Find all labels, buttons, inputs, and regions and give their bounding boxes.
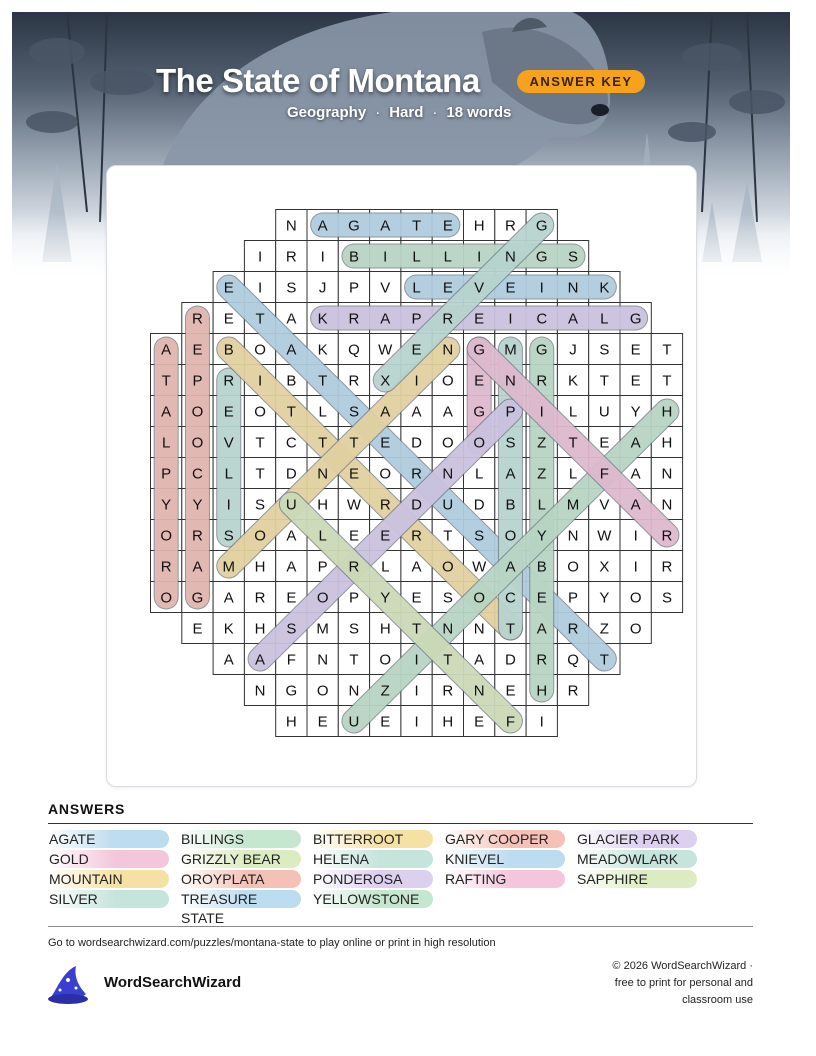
grid-letter: R (567, 682, 579, 700)
grid-letter: D (505, 651, 516, 669)
grid-letter: N (505, 372, 516, 390)
grid-letter: A (568, 310, 579, 328)
grid-letter: O (316, 589, 329, 607)
grid-letter: L (318, 403, 327, 421)
answer-item: TREASURE STATE (180, 890, 301, 908)
grid-letter: E (223, 310, 234, 328)
grid-letter: B (348, 248, 359, 266)
grid-letter: P (192, 372, 203, 390)
grid-letter: L (318, 527, 327, 545)
grid-letter: I (633, 558, 638, 576)
difficulty-label: Hard (389, 104, 424, 121)
separator-dot: · (432, 104, 438, 121)
grid-letter: G (535, 248, 548, 266)
grid-letter: E (348, 465, 359, 483)
grid-letter: N (285, 217, 297, 235)
grid-letter: M (566, 496, 580, 514)
grid-letter: R (411, 527, 422, 545)
grid-letter: B (286, 372, 297, 390)
grid-letter: A (630, 434, 641, 452)
grid-letter: N (567, 279, 579, 297)
grid-letter: R (661, 527, 673, 545)
answer-item: KNIEVEL (444, 850, 565, 868)
answer-item: RAFTING (444, 870, 565, 888)
grid-letter: R (192, 310, 203, 328)
grid-letter: L (568, 403, 578, 421)
grid-letter: O (379, 651, 392, 669)
grid-letter: O (567, 558, 579, 576)
grid-letter: E (474, 372, 485, 390)
grid-letter: E (536, 589, 547, 607)
grid-letter: R (254, 589, 266, 607)
grid-letter: R (536, 372, 548, 390)
grid-letter: S (223, 527, 234, 545)
grid-letter: R (442, 682, 454, 700)
grid-letter: O (629, 620, 642, 638)
copyright-line: free to print for personal and (614, 977, 753, 989)
grid-letter: O (254, 527, 266, 545)
grid-letter: A (161, 341, 172, 359)
grid-letter: O (191, 403, 204, 421)
grid-letter: T (286, 403, 296, 421)
grid-letter: S (348, 620, 359, 638)
grid-letter: N (317, 651, 329, 669)
grid-letter: T (505, 620, 516, 638)
grid-letter: O (504, 527, 517, 545)
grid-letter: I (257, 372, 263, 390)
grid-letter: I (257, 248, 263, 266)
grid-letter: Z (537, 465, 547, 483)
grid-letter: W (346, 496, 362, 514)
grid-letter: T (318, 372, 328, 390)
grid-letter: R (505, 217, 516, 235)
grid-letter: R (661, 558, 673, 576)
grid-letter: W (597, 527, 612, 545)
grid-letter: P (568, 589, 579, 607)
grid-letter: A (317, 217, 328, 235)
grid-letter: A (505, 465, 516, 483)
grid-letter: Y (380, 589, 391, 607)
grid-letter: V (599, 496, 610, 514)
grid-letter: I (414, 372, 419, 390)
grid-letter: R (536, 651, 548, 669)
grid-letter: Z (599, 620, 609, 638)
grid-letter: I (320, 248, 325, 266)
grid-letter: T (568, 434, 578, 452)
answer-item: BITTERROOT (312, 830, 433, 848)
grid-letter: K (223, 620, 234, 638)
grid-letter: A (192, 558, 203, 576)
grid-letter: E (192, 620, 203, 638)
grid-letter: K (568, 372, 579, 390)
grid-letter: L (224, 465, 233, 483)
grid-letter: L (412, 279, 421, 297)
grid-letter: N (442, 620, 454, 638)
grid-letter: K (317, 310, 328, 328)
grid-letter: O (160, 527, 172, 545)
wizard-hat-icon (46, 962, 94, 1006)
grid-letter: G (473, 341, 485, 359)
grid-letter: I (226, 496, 231, 514)
answer-item: OROYPLATA (180, 870, 301, 888)
grid-letter: L (443, 248, 453, 266)
grid-letter: A (380, 310, 391, 328)
grid-letter: A (255, 651, 266, 669)
grid-letter: M (504, 341, 517, 359)
grid-letter: E (505, 279, 516, 297)
grid-letter: P (161, 465, 172, 483)
grid-letter: M (222, 558, 235, 576)
grid-letter: H (473, 217, 485, 235)
grid-letter: T (599, 651, 609, 669)
grid-letter: O (316, 682, 329, 700)
grid-letter: A (286, 527, 297, 545)
grid-letter: D (411, 496, 422, 514)
grid-letter: C (285, 434, 297, 452)
word-count-label: 18 words (446, 104, 512, 121)
answers-divider (48, 823, 753, 824)
grid-letter: Y (161, 496, 172, 514)
grid-letter: X (380, 372, 391, 390)
grid-letter: E (348, 527, 359, 545)
grid-letter: A (286, 341, 297, 359)
grid-letter: Q (348, 341, 360, 359)
grid-letter: H (379, 620, 391, 638)
grid-letter: H (317, 496, 329, 514)
grid-letter: S (599, 341, 610, 359)
grid-letter: G (535, 341, 548, 359)
grid-letter: O (442, 434, 454, 452)
grid-letter: N (661, 465, 673, 483)
grid-letter: E (442, 279, 453, 297)
answer-item: SAPPHIRE (576, 870, 697, 888)
grid-letter: Y (630, 403, 641, 421)
grid-letter: L (381, 558, 390, 576)
grid-letter: E (474, 310, 485, 328)
grid-letter: G (191, 589, 204, 607)
grid-letter: T (411, 217, 422, 235)
grid-letter: T (443, 527, 453, 545)
grid-letter: J (318, 279, 327, 297)
answer-item: PONDEROSA (312, 870, 433, 888)
grid-letter: A (630, 465, 641, 483)
grid-letter: N (661, 496, 673, 514)
answer-item: GOLD (48, 850, 169, 868)
copyright-line: © 2026 WordSearchWizard · (612, 960, 753, 972)
grid-letter: I (383, 248, 388, 266)
grid-letter: O (473, 434, 485, 452)
grid-letter: T (255, 434, 265, 452)
grid-letter: N (254, 682, 266, 700)
grid-letter: A (286, 558, 297, 576)
answer-item: AGATE (48, 830, 169, 848)
grid-letter: P (348, 279, 359, 297)
answer-item: GLACIER PARK (576, 830, 697, 848)
grid-letter: J (569, 341, 577, 359)
grid-letter: O (442, 372, 454, 390)
grid-letter: Q (567, 651, 579, 669)
grid-letter: N (473, 620, 485, 638)
answer-item: MEADOWLARK (576, 850, 697, 868)
grid-letter: I (508, 310, 513, 328)
grid-letter: D (411, 434, 422, 452)
grid-letter: V (223, 434, 234, 452)
grid-letter: F (505, 713, 516, 731)
grid-letter: A (505, 558, 516, 576)
grid-letter: A (536, 620, 547, 638)
grid-letter: Z (380, 682, 390, 700)
grid-letter: T (599, 372, 609, 390)
grid-letter: R (442, 310, 454, 328)
grid-letter: R (285, 248, 297, 266)
grid-letter: T (662, 372, 672, 390)
grid-letter: A (223, 589, 234, 607)
grid-letter: R (348, 558, 360, 576)
grid-letter: C (192, 465, 203, 483)
grid-letter: U (598, 403, 610, 421)
grid-letter: V (474, 279, 485, 297)
grid-letter: I (539, 713, 544, 731)
grid-letter: E (442, 217, 453, 235)
grid-letter: E (505, 682, 516, 700)
grid-letter: I (539, 403, 544, 421)
footer-divider (48, 926, 753, 927)
grid-letter: I (633, 527, 638, 545)
grid-letter: A (411, 558, 422, 576)
answer-item: SILVER (48, 890, 169, 908)
grid-letter: N (317, 465, 329, 483)
grid-letter: V (380, 279, 391, 297)
grid-letter: S (286, 620, 297, 638)
answer-item: MOUNTAIN (48, 870, 169, 888)
grid-letter: S (255, 496, 266, 514)
grid-letter: T (255, 310, 265, 328)
grid-letter: G (629, 310, 642, 328)
grid-letter: S (286, 279, 297, 297)
grid-letter: K (599, 279, 610, 297)
grid-letter: N (505, 248, 516, 266)
grid-letter: L (474, 465, 484, 483)
category-label: Geography (287, 104, 367, 121)
grid-letter: Y (599, 589, 610, 607)
grid-letter: S (348, 403, 359, 421)
grid-letter: O (442, 558, 454, 576)
grid-letter: H (442, 713, 454, 731)
grid-letter: P (505, 403, 516, 421)
grid-letter: L (600, 310, 609, 328)
answer-item: GRIZZLY BEAR (180, 850, 301, 868)
grid-letter: R (160, 558, 172, 576)
grid-letter: E (630, 341, 641, 359)
grid-letter: F (599, 465, 609, 483)
grid-letter: S (661, 589, 672, 607)
grid-letter: G (348, 217, 360, 235)
grid-letter: A (380, 403, 391, 421)
grid-letter: B (536, 558, 547, 576)
grid-letter: Z (537, 434, 547, 452)
grid-letter: H (661, 403, 673, 421)
grid-letter: L (161, 434, 171, 452)
grid-letter: T (411, 620, 422, 638)
grid-letter: U (348, 713, 360, 731)
grid-letter: S (442, 589, 453, 607)
grid-letter: T (318, 434, 328, 452)
grid-letter: L (537, 496, 546, 514)
grid-letter: T (662, 341, 672, 359)
grid-letter: X (599, 558, 610, 576)
grid-letter: C (505, 589, 516, 607)
grid-letter: I (414, 682, 419, 700)
grid-letter: O (191, 434, 204, 452)
grid-letter: E (380, 527, 391, 545)
grid-letter: R (348, 310, 360, 328)
grid-letter: A (286, 310, 297, 328)
grid-letter: I (257, 279, 263, 297)
grid-letter: U (442, 496, 454, 514)
grid-letter: E (223, 403, 234, 421)
grid-letter: W (378, 341, 393, 359)
grid-letter: O (254, 403, 266, 421)
grid-letter: T (255, 465, 265, 483)
grid-letter: S (568, 248, 579, 266)
grid-letter: A (474, 651, 485, 669)
grid-letter: S (505, 434, 516, 452)
grid-letter: E (380, 713, 391, 731)
grid-letter: E (630, 372, 641, 390)
answer-item: BILLINGS (180, 830, 301, 848)
grid-letter: R (223, 372, 235, 390)
grid-letter: O (629, 589, 642, 607)
grid-letter: A (442, 403, 453, 421)
grid-letter: R (411, 465, 422, 483)
grid-letter: A (161, 403, 172, 421)
grid-letter: G (535, 217, 548, 235)
separator-dot: · (375, 104, 381, 121)
grid-letter: P (348, 589, 359, 607)
grid-letter: I (414, 713, 419, 731)
grid-letter: I (539, 279, 544, 297)
grid-letter: H (536, 682, 548, 700)
grid-letter: Y (192, 496, 203, 514)
grid-letter: A (411, 403, 422, 421)
grid-letter: R (192, 527, 203, 545)
grid-letter: E (380, 434, 391, 452)
answer-item: GARY COOPER (444, 830, 565, 848)
grid-letter: E (411, 341, 422, 359)
grid-letter: A (630, 496, 641, 514)
grid-letter: H (254, 620, 266, 638)
grid-letter: S (474, 527, 485, 545)
grid-letter: H (254, 558, 266, 576)
grid-letter: H (285, 713, 297, 731)
copyright-notice (583, 958, 753, 1009)
grid-letter: Y (536, 527, 547, 545)
grid-letter: G (285, 682, 298, 700)
grid-letter: N (567, 527, 579, 545)
grid-letter: O (254, 341, 266, 359)
grid-letter: N (442, 341, 454, 359)
grid-letter: E (223, 279, 234, 297)
grid-letter: U (285, 496, 297, 514)
grid-letter: E (599, 434, 610, 452)
grid-letter: T (443, 651, 453, 669)
grid-letter: D (473, 496, 485, 514)
grid-letter: O (473, 589, 485, 607)
grid-letter: T (349, 651, 359, 669)
grid-letter: N (442, 465, 454, 483)
grid-letter: E (411, 589, 422, 607)
grid-letter: I (477, 248, 482, 266)
grid-letter: N (473, 682, 485, 700)
grid-letter: M (316, 620, 329, 638)
grid-letter: W (472, 558, 487, 576)
answer-item: YELLOWSTONE (312, 890, 433, 908)
grid-letter: H (661, 434, 673, 452)
grid-letter: B (505, 496, 516, 514)
grid-letter: T (349, 434, 359, 452)
grid-letter: O (160, 589, 172, 607)
grid-letter: R (348, 372, 360, 390)
answer-item: HELENA (312, 850, 433, 868)
grid-letter: E (286, 589, 297, 607)
grid-letter: R (567, 620, 579, 638)
answer-key-badge: ANSWER KEY (517, 70, 645, 93)
grid-letter: A (380, 217, 391, 235)
play-online-link[interactable]: Go to wordsearchwizard.com/puzzles/montana-state to play online or print in high resolution (48, 937, 496, 949)
grid-letter: E (192, 341, 203, 359)
grid-letter: I (414, 651, 419, 669)
grid-letter: D (285, 465, 297, 483)
page-title: The State of Montana (156, 62, 480, 99)
grid-letter: P (411, 310, 422, 328)
grid-letter: T (161, 372, 171, 390)
grid-letter: G (473, 403, 485, 421)
grid-letter: R (379, 496, 391, 514)
copyright-line: classroom use (682, 994, 753, 1006)
grid-letter: E (317, 713, 328, 731)
grid-letter: L (412, 248, 421, 266)
grid-letter: E (474, 713, 485, 731)
grid-letter: O (379, 465, 392, 483)
grid-letter: F (286, 651, 296, 669)
grid-letter: K (317, 341, 328, 359)
grid-letter: L (568, 465, 578, 483)
grid-letter: N (348, 682, 360, 700)
brand-name: WordSearchWizard (104, 974, 242, 991)
grid-letter: C (536, 310, 548, 328)
answers-heading: ANSWERS (48, 801, 126, 817)
grid-letter: A (223, 651, 234, 669)
grid-letter: B (223, 341, 234, 359)
grid-letter: P (317, 558, 328, 576)
